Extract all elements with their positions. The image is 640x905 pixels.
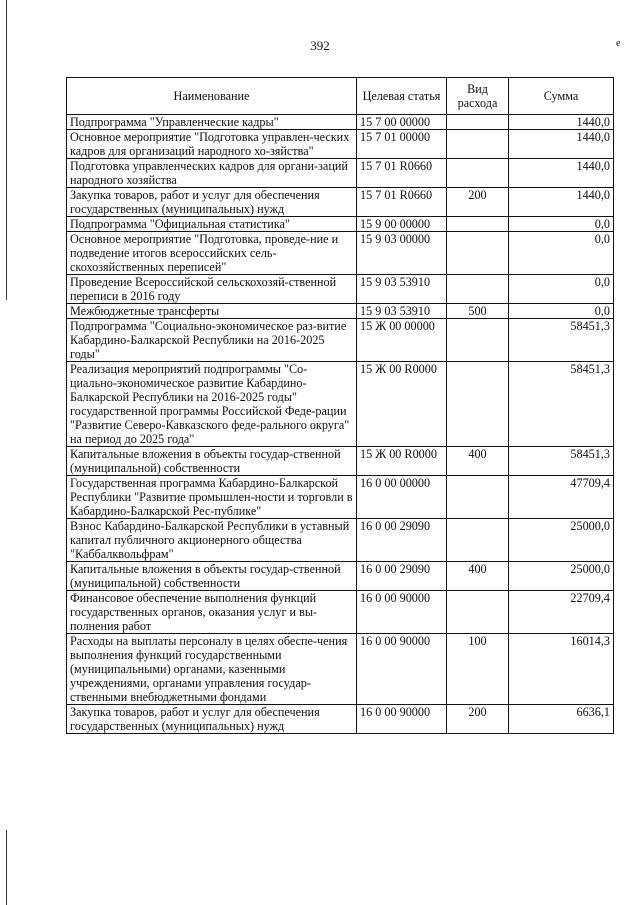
cell-code: 15 9 03 00000 xyxy=(357,232,447,275)
cell-type: 100 xyxy=(447,634,509,705)
cell-type xyxy=(447,319,509,362)
cell-sum: 22709,4 xyxy=(509,591,614,634)
cell-code: 15 7 01 00000 xyxy=(357,130,447,159)
budget-table xyxy=(66,77,614,734)
cell-sum: 0,0 xyxy=(509,304,614,319)
cell-code: 15 7 00 00000 xyxy=(357,115,447,130)
table-row xyxy=(67,362,614,447)
cell-sum: 1440,0 xyxy=(509,130,614,159)
cell-type xyxy=(447,232,509,275)
cell-sum: 58451,3 xyxy=(509,319,614,362)
cell-code: 15 9 03 53910 xyxy=(357,275,447,304)
header-sum: Сумма xyxy=(509,78,614,115)
cell-name: Расходы на выплаты персоналу в целях обеспе-чения выполнения функций государственными (муниципальными) органами, казенными учреждениями, органами управления государ-ственными внебюджетными фондами xyxy=(67,634,357,705)
page-number: 392 xyxy=(310,38,330,53)
table-row xyxy=(67,562,614,591)
scan-edge-line-bottom xyxy=(6,830,7,905)
cell-code: 16 0 00 29090 xyxy=(357,519,447,562)
cell-sum: 58451,3 xyxy=(509,362,614,447)
cell-name: Межбюджетные трансферты xyxy=(67,304,357,319)
cell-name: Подпрограмма "Официальная статистика" xyxy=(67,217,357,232)
cell-code: 15 Ж 00 R0000 xyxy=(357,362,447,447)
cell-type xyxy=(447,519,509,562)
header-code: Целевая статья xyxy=(357,78,447,115)
cell-type xyxy=(447,275,509,304)
cell-code: 16 0 00 90000 xyxy=(357,705,447,734)
cell-type xyxy=(447,591,509,634)
cell-name: Закупка товаров, работ и услуг для обеспечения государственных (муниципальных) нужд xyxy=(67,188,357,217)
cell-name: Взнос Кабардино-Балкарской Республики в уставный капитал публичного акционерного общества "Каббалквольфрам" xyxy=(67,519,357,562)
cell-name: Подпрограмма "Управленческие кадры" xyxy=(67,115,357,130)
cell-name: Капитальные вложения в объекты государ-ственной (муниципальной) собственности xyxy=(67,447,357,476)
table-row xyxy=(67,519,614,562)
cell-code: 16 0 00 29090 xyxy=(357,562,447,591)
cell-name: Подпрограмма "Социально-экономическое раз-витие Кабардино-Балкарской Республики на 2016-2025 годы" xyxy=(67,319,357,362)
cell-name: Реализация мероприятий подпрограммы "Со-циально-экономическое развитие Кабардино-Балкарской Республики на 2016-2025 годы" государственной программы Российской Феде-рации "Развитие Северо-Кавказского феде-рального округа" на период до 2025 года" xyxy=(67,362,357,447)
table-row xyxy=(67,705,614,734)
cell-sum: 1440,0 xyxy=(509,159,614,188)
cell-code: 15 Ж 00 00000 xyxy=(357,319,447,362)
cell-sum: 25000,0 xyxy=(509,562,614,591)
cell-sum: 0,0 xyxy=(509,275,614,304)
header-row xyxy=(67,78,614,115)
cell-type xyxy=(447,476,509,519)
cell-sum: 25000,0 xyxy=(509,519,614,562)
cell-code: 15 7 01 R0660 xyxy=(357,159,447,188)
cell-type xyxy=(447,362,509,447)
cell-code: 16 0 00 00000 xyxy=(357,476,447,519)
cell-code: 15 Ж 00 R0000 xyxy=(357,447,447,476)
cell-type: 200 xyxy=(447,705,509,734)
cell-code: 15 7 01 R0660 xyxy=(357,188,447,217)
cell-sum: 47709,4 xyxy=(509,476,614,519)
cell-name: Подготовка управленческих кадров для органи-заций народного хозяйства xyxy=(67,159,357,188)
cell-type: 400 xyxy=(447,447,509,476)
table-row xyxy=(67,159,614,188)
table-row xyxy=(67,634,614,705)
table-row xyxy=(67,275,614,304)
table-row xyxy=(67,319,614,362)
cell-name: Финансовое обеспечение выполнения функций государственных органов, оказания услуг и вы-полнения работ xyxy=(67,591,357,634)
cell-code: 15 9 00 00000 xyxy=(357,217,447,232)
cell-code: 16 0 00 90000 xyxy=(357,591,447,634)
budget-table-header xyxy=(67,78,614,115)
cell-name: Государственная программа Кабардино-Балкарской Республики "Развитие промышлен-ности и торговли в Кабардино-Балкарской Рес-публике" xyxy=(67,476,357,519)
cell-sum: 16014,3 xyxy=(509,634,614,705)
budget-table-body xyxy=(67,115,614,734)
cell-sum: 0,0 xyxy=(509,217,614,232)
table-row xyxy=(67,232,614,275)
cell-sum: 1440,0 xyxy=(509,188,614,217)
cell-type: 400 xyxy=(447,562,509,591)
cell-code: 16 0 00 90000 xyxy=(357,634,447,705)
cell-type xyxy=(447,130,509,159)
table-row xyxy=(67,217,614,232)
table-row xyxy=(67,130,614,159)
cell-sum: 58451,3 xyxy=(509,447,614,476)
table-row xyxy=(67,591,614,634)
cell-sum: 6636,1 xyxy=(509,705,614,734)
cell-name: Закупка товаров, работ и услуг для обеспечения государственных (муниципальных) нужд xyxy=(67,705,357,734)
cell-type xyxy=(447,217,509,232)
cell-name: Основное мероприятие "Подготовка управлен-ческих кадров для организаций народного хо-зяйства" xyxy=(67,130,357,159)
table-row xyxy=(67,304,614,319)
corner-mark: е xyxy=(616,38,621,49)
cell-code: 15 9 03 53910 xyxy=(357,304,447,319)
cell-type xyxy=(447,159,509,188)
header-type: Вид расхода xyxy=(447,78,509,115)
cell-type xyxy=(447,115,509,130)
table-row xyxy=(67,476,614,519)
table-row xyxy=(67,188,614,217)
header-name: Наименование xyxy=(67,78,357,115)
cell-sum: 0,0 xyxy=(509,232,614,275)
cell-type: 200 xyxy=(447,188,509,217)
cell-name: Капитальные вложения в объекты государ-ственной (муниципальной) собственности xyxy=(67,562,357,591)
cell-sum: 1440,0 xyxy=(509,115,614,130)
cell-name: Проведение Всероссийской сельскохозяй-ственной переписи в 2016 году xyxy=(67,275,357,304)
cell-type: 500 xyxy=(447,304,509,319)
table-row xyxy=(67,447,614,476)
cell-name: Основное мероприятие "Подготовка, проведе-ние и подведение итогов всероссийских сель-скохозяйственных переписей" xyxy=(67,232,357,275)
table-row xyxy=(67,115,614,130)
